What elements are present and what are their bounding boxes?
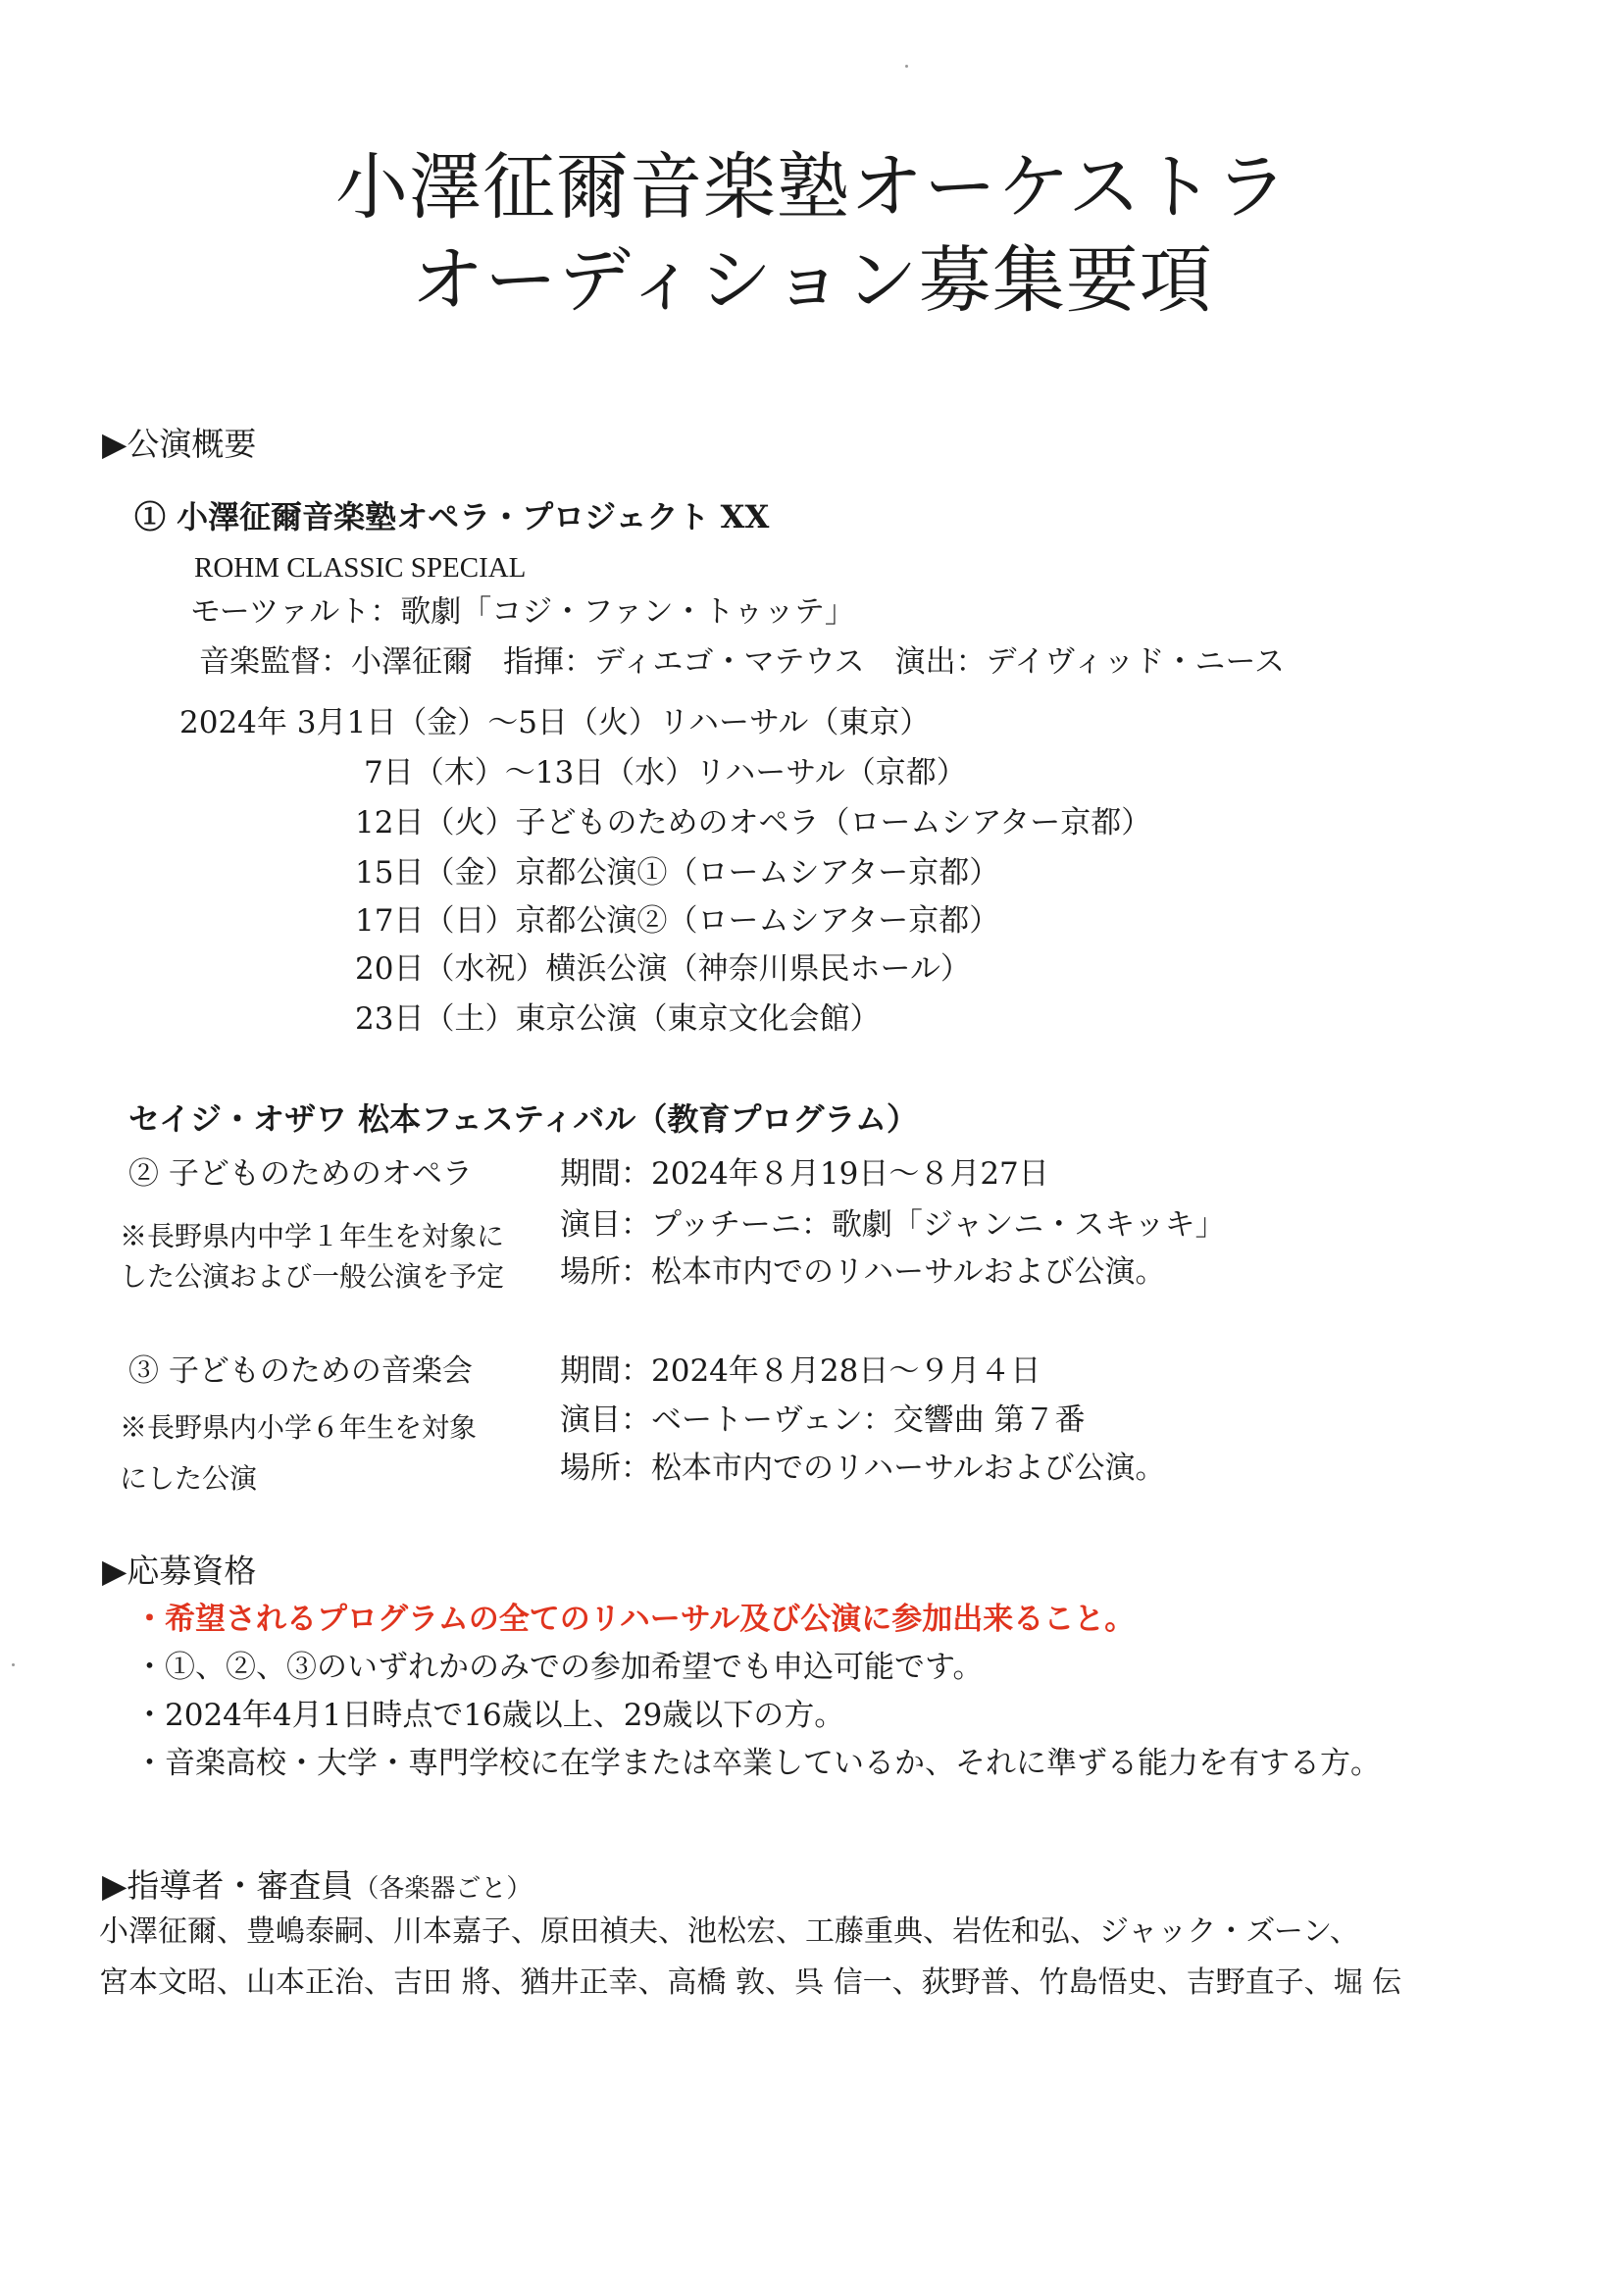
festival-title: セイジ・オザワ 松本フェスティバル（教育プログラム） xyxy=(128,1100,919,1138)
overview-heading: ▶公演概要 xyxy=(102,425,257,463)
program-label: ② 子どものためのオペラ xyxy=(128,1156,473,1192)
project1-title: ① 小澤征爾音楽塾オペラ・プロジェクト XX xyxy=(134,498,770,535)
program-period: 期間：2024年８月28日～９月４日 xyxy=(560,1353,1041,1389)
program-venue: 場所：松本市内でのリハーサルおよび公演。 xyxy=(560,1451,1166,1486)
eligibility-item: ・①、②、③のいずれかのみでの参加希望でも申込可能です。 xyxy=(134,1650,984,1685)
schedule-item: 7日（木）～13日（水）リハーサル（京都） xyxy=(364,755,967,790)
schedule-item: 2024年 3月1日（金）～5日（火）リハーサル（東京） xyxy=(179,705,931,740)
project1-staff: 音楽監督：小澤征爾 指揮：ディエゴ・マテウス 演出：デイヴィッド・ニース xyxy=(199,644,1286,680)
program-note: にした公演 xyxy=(120,1462,258,1495)
schedule-item: 15日（金）京都公演①（ロームシアター京都） xyxy=(355,855,1000,891)
eligibility-heading: ▶応募資格 xyxy=(102,1552,257,1590)
scan-speck xyxy=(905,65,908,68)
title-line-2: オーディション募集要項 xyxy=(411,238,1213,323)
program-work: 演目：プッチーニ：歌劇「ジャンニ・スキッキ」 xyxy=(560,1207,1226,1243)
program-period: 期間：2024年８月19日～８月27日 xyxy=(560,1156,1049,1192)
judges-heading-text: ▶指導者・審査員 xyxy=(102,1866,354,1905)
program-work: 演目：ベートーヴェン：交響曲 第７番 xyxy=(560,1402,1086,1438)
judges-names-line: 小澤征爾、豊嶋泰嗣、川本嘉子、原田禎夫、池松宏、工藤重典、岩佐和弘、ジャック・ズーン、 xyxy=(99,1914,1359,1949)
judges-heading xyxy=(102,1866,532,1906)
eligibility-item: ・2024年4月1日時点で16歳以上、29歳以下の方。 xyxy=(134,1698,845,1733)
schedule-item: 12日（火）子どものためのオペラ（ロームシアター京都） xyxy=(355,805,1152,841)
program-note: ※長野県内小学６年生を対象 xyxy=(120,1411,478,1444)
judges-heading-note: （各楽器ごと） xyxy=(353,1874,533,1904)
program-note: ※長野県内中学１年生を対象に xyxy=(120,1220,505,1252)
eligibility-item: ・音楽高校・大学・専門学校に在学または卒業しているか、それに準ずる能力を有する方。 xyxy=(134,1746,1381,1781)
schedule-item: 23日（土）東京公演（東京文化会館） xyxy=(355,1001,881,1037)
project1-subtitle: ROHM CLASSIC SPECIAL xyxy=(194,552,527,584)
project1-work: モーツァルト：歌劇「コジ・ファン・トゥッテ」 xyxy=(190,594,855,630)
title-line-1: 小澤征爾音楽塾オーケストラ xyxy=(334,145,1290,229)
schedule-item: 20日（水祝）横浜公演（神奈川県民ホール） xyxy=(355,951,971,987)
program-venue: 場所：松本市内でのリハーサルおよび公演。 xyxy=(560,1254,1166,1290)
schedule-item: 17日（日）京都公演②（ロームシアター京都） xyxy=(355,903,1000,939)
program-note: した公演および一般公演を予定 xyxy=(120,1260,505,1293)
judges-names-line: 宮本文昭、山本正治、吉田 將、猶井正幸、高橋 敦、呉 信一、荻野普、竹島悟史、吉野直子、堀 伝 xyxy=(99,1965,1402,2000)
scan-speck xyxy=(12,1663,15,1666)
program-label: ③ 子どものための音楽会 xyxy=(128,1353,473,1389)
eligibility-item-highlight: ・希望されるプログラムの全てのリハーサル及び公演に参加出来ること。 xyxy=(134,1602,1136,1637)
